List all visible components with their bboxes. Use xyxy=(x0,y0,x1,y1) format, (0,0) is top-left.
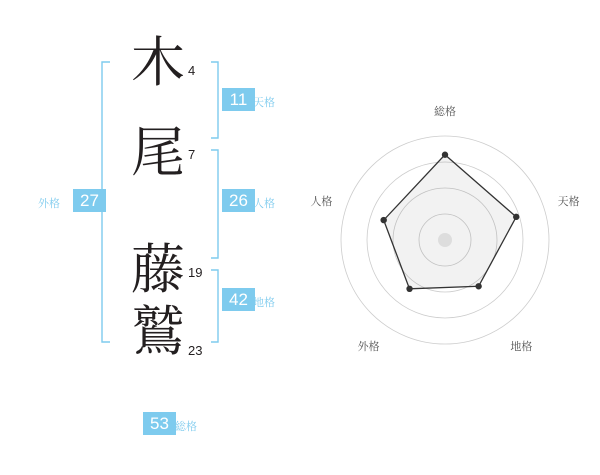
soukaku-value: 53 xyxy=(143,412,176,435)
radar-axis-label-1: 天格 xyxy=(557,195,580,208)
gaikaku-label: 外格 xyxy=(38,198,60,210)
tenkaku-label: 天格 xyxy=(253,97,275,109)
kanji-char-3: 藤 xyxy=(131,238,185,301)
radar-axis-label-3: 外格 xyxy=(357,341,380,354)
stroke-count-4: 23 xyxy=(188,343,203,358)
radar-data-point-4 xyxy=(380,217,386,223)
jinkaku-label: 人格 xyxy=(253,198,275,210)
kanji-char-4: 鷲 xyxy=(131,300,185,363)
radar-data-point-2 xyxy=(475,283,481,289)
radar-axis-label-0: 総格 xyxy=(434,106,456,118)
radar-chart xyxy=(310,0,600,470)
radar-data-point-3 xyxy=(406,286,412,292)
radar-axis-label-2: 地格 xyxy=(510,341,533,354)
soukaku-label: 総格 xyxy=(175,421,197,433)
jinkaku-value: 26 xyxy=(222,189,255,212)
stroke-count-1: 4 xyxy=(188,63,196,78)
radar-chart-svg xyxy=(310,0,600,470)
tenkaku-value: 11 xyxy=(222,88,255,111)
gaikaku-value: 27 xyxy=(73,189,106,212)
kanji-char-1: 木 xyxy=(131,31,185,94)
radar-data-polygon xyxy=(384,155,517,289)
radar-data-point-0 xyxy=(442,152,448,158)
stroke-count-3: 19 xyxy=(188,265,203,280)
stroke-count-2: 7 xyxy=(188,147,196,162)
chikaku-label: 地格 xyxy=(253,297,275,309)
kanji-char-2: 尾 xyxy=(131,121,185,184)
radar-axis-label-4: 人格 xyxy=(310,195,333,208)
radar-data-point-1 xyxy=(513,214,519,220)
chikaku-value: 42 xyxy=(222,288,255,311)
